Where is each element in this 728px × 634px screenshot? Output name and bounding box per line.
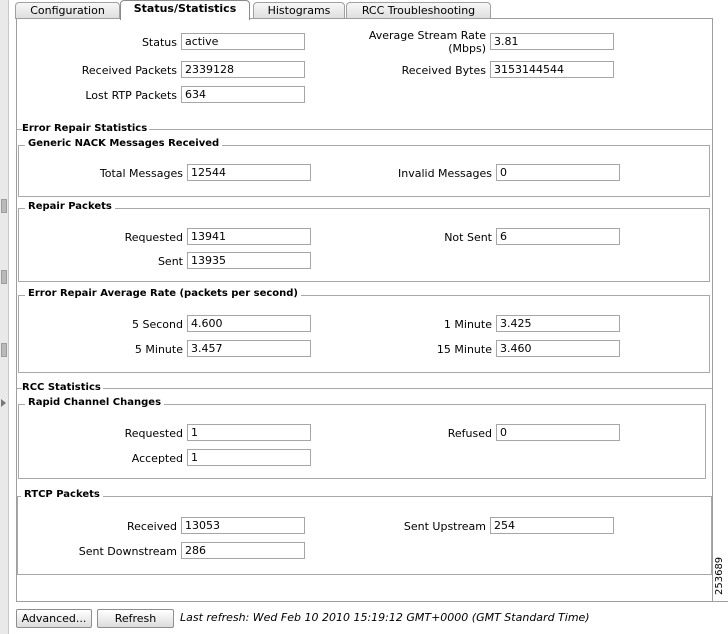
avg-stream-rate-field[interactable]: 3.81 (490, 33, 614, 50)
tab-status-statistics[interactable]: Status/Statistics (120, 0, 250, 20)
rcc-requested-label: Requested (124, 427, 183, 440)
last-refresh-text: Last refresh: Wed Feb 10 2010 15:19:12 GMT+0000 (GMT Standard Time) (180, 611, 590, 624)
repair-not-sent-label: Not Sent (444, 231, 492, 244)
refresh-button[interactable]: Refresh (97, 609, 174, 628)
rtcp-sent-upstream-field[interactable]: 254 (490, 517, 614, 534)
rapid-channel-changes-group (18, 397, 706, 479)
repair-avg-rate-title: Error Repair Average Rate (packets per second) (25, 288, 301, 299)
received-packets-field[interactable]: 2339128 (181, 61, 305, 78)
rate-15-minute-field[interactable]: 3.460 (496, 340, 620, 357)
splitter-grip-icon (1, 270, 7, 284)
rcc-accepted-label: Accepted (131, 452, 183, 465)
rtcp-received-label: Received (126, 520, 177, 533)
tab-rcc-troubleshooting[interactable]: RCC Troubleshooting (346, 2, 491, 19)
rtcp-packets-group (17, 489, 712, 575)
advanced-button[interactable]: Advanced... (16, 609, 92, 628)
repair-packets-title: Repair Packets (25, 201, 115, 212)
rtcp-sent-downstream-field[interactable]: 286 (181, 542, 305, 559)
figure-id: 253689 (714, 556, 725, 595)
total-messages-label: Total Messages (99, 167, 183, 180)
repair-packets-group (18, 201, 710, 282)
repair-requested-field[interactable]: 13941 (187, 228, 311, 245)
splitter-grip-icon (1, 343, 7, 357)
received-bytes-label: Received Bytes (401, 64, 486, 77)
rtcp-sent-downstream-label: Sent Downstream (78, 545, 177, 558)
lost-rtp-packets-label: Lost RTP Packets (85, 89, 177, 102)
rate-5-minute-label: 5 Minute (134, 343, 183, 356)
repair-requested-label: Requested (124, 231, 183, 244)
rate-5-second-label: 5 Second (132, 318, 183, 331)
total-messages-field[interactable]: 12544 (187, 164, 311, 181)
rate-1-minute-label: 1 Minute (443, 318, 492, 331)
repair-not-sent-field[interactable]: 6 (496, 228, 620, 245)
avg-stream-rate-label (369, 29, 486, 55)
rtcp-received-field[interactable]: 13053 (181, 517, 305, 534)
rate-5-minute-field[interactable]: 3.457 (187, 340, 311, 357)
status-field[interactable]: active (181, 33, 305, 50)
rate-15-minute-label: 15 Minute (436, 343, 492, 356)
avg-stream-rate-label-line1: Average Stream Rate (368, 29, 486, 42)
repair-sent-label: Sent (157, 255, 183, 268)
rcc-requested-field[interactable]: 1 (187, 424, 311, 441)
rcc-stats-title: RCC Statistics (22, 382, 101, 393)
rcc-refused-label: Refused (447, 427, 492, 440)
rtcp-packets-title: RTCP Packets (21, 489, 103, 500)
left-splitter[interactable] (0, 0, 9, 634)
invalid-messages-field[interactable]: 0 (496, 164, 620, 181)
rate-5-second-field[interactable]: 4.600 (187, 315, 311, 332)
nack-messages-title: Generic NACK Messages Received (25, 138, 222, 149)
tab-configuration[interactable]: Configuration (15, 2, 120, 19)
repair-avg-rate-group (18, 288, 710, 373)
rcc-refused-field[interactable]: 0 (496, 424, 620, 441)
status-label: Status (141, 36, 177, 49)
footer-divider (16, 601, 728, 602)
rcc-accepted-field[interactable]: 1 (187, 449, 311, 466)
received-packets-label: Received Packets (81, 64, 177, 77)
lost-rtp-packets-field[interactable]: 634 (181, 86, 305, 103)
tab-bar (9, 0, 728, 19)
repair-sent-field[interactable]: 13935 (187, 252, 311, 269)
invalid-messages-label: Invalid Messages (398, 167, 492, 180)
rate-1-minute-field[interactable]: 3.425 (496, 315, 620, 332)
rtcp-sent-upstream-label: Sent Upstream (403, 520, 486, 533)
expand-arrow-icon[interactable] (1, 399, 6, 407)
error-repair-stats-title: Error Repair Statistics (22, 123, 148, 134)
received-bytes-field[interactable]: 3153144544 (490, 61, 614, 78)
splitter-grip-icon (1, 199, 7, 213)
tab-histograms[interactable]: Histograms (253, 2, 345, 19)
section-divider (17, 388, 712, 389)
avg-stream-rate-label-line2: (Mbps) (448, 42, 486, 55)
rapid-channel-changes-title: Rapid Channel Changes (25, 397, 164, 408)
